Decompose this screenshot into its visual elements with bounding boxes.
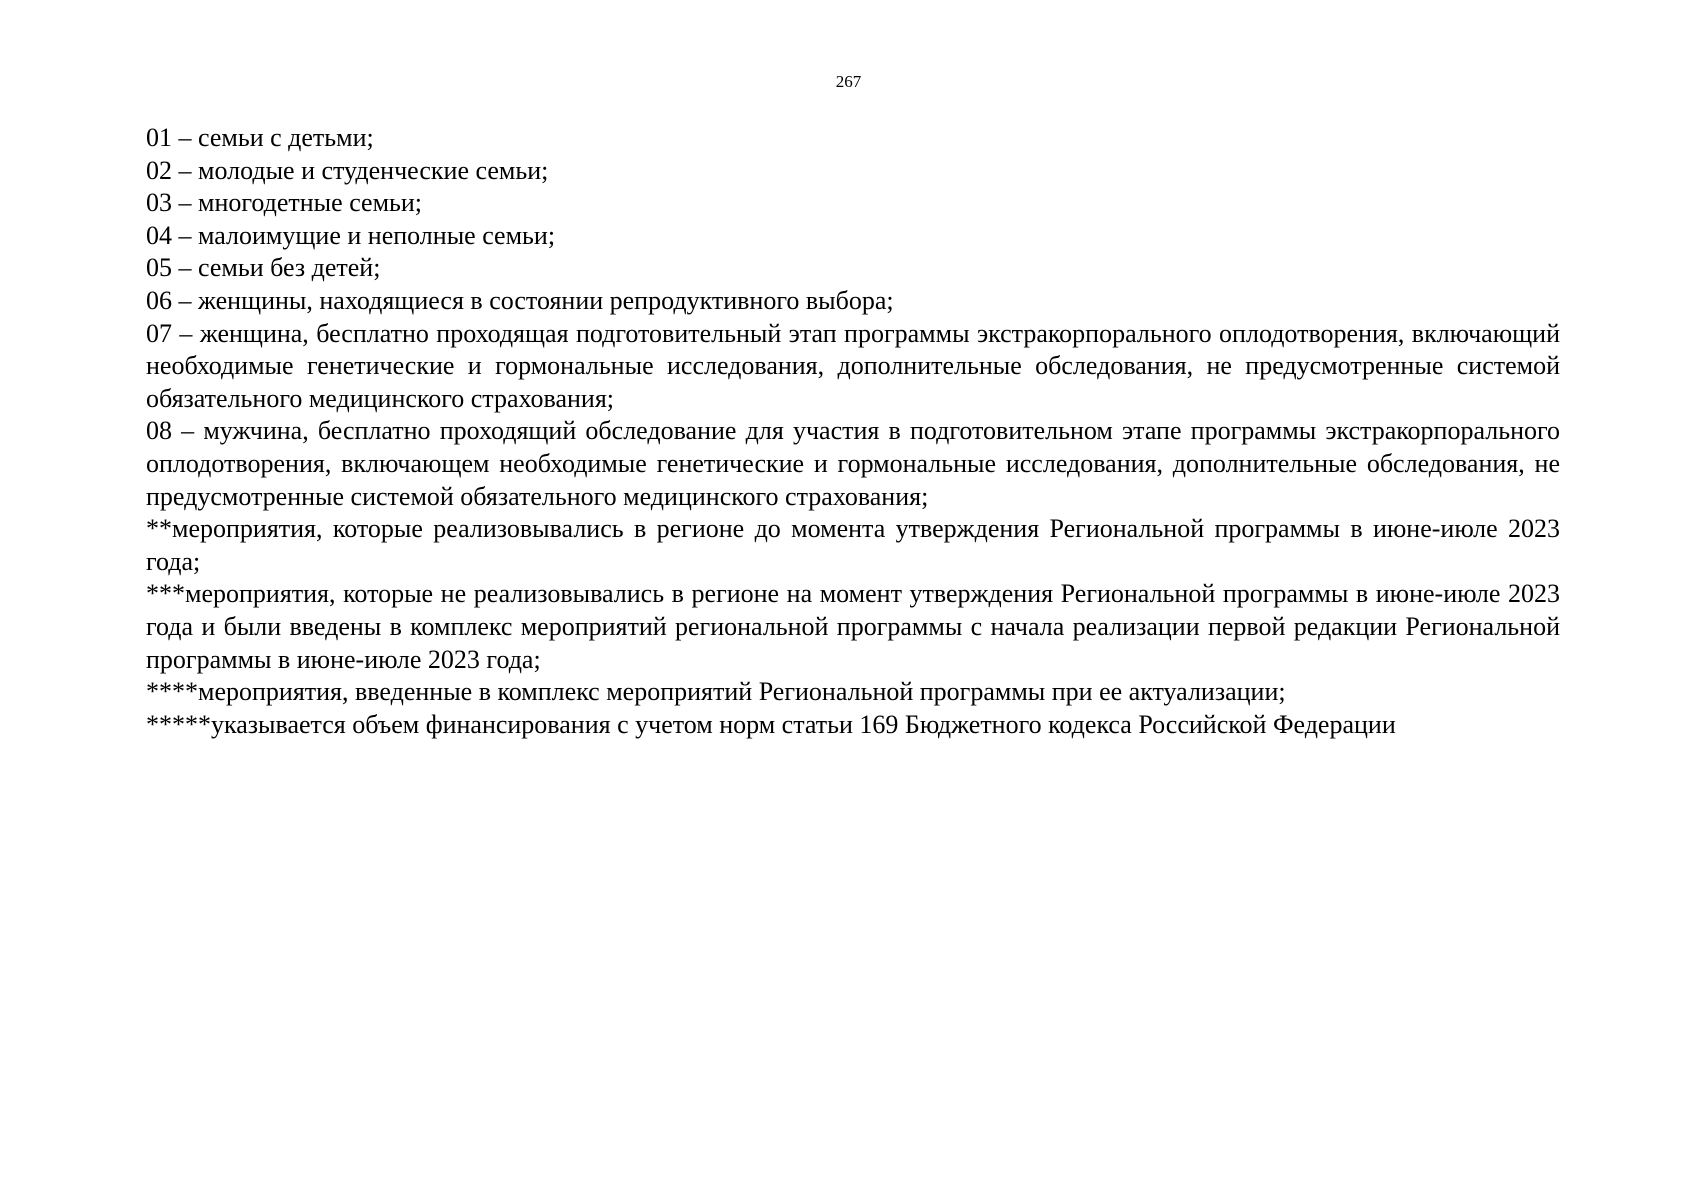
footnote-08: 08 – мужчина, бесплатно проходящий обследование для участия в подготовительном этапе программы экстракорпорального оплодотворения, включающем необходимые генетические и гормональные исследования, дополнительные обследования, не предусмотренные системой обязательного медицинского страхования; <box>146 416 1560 511</box>
footnote-06: 06 – женщины, находящиеся в состоянии репродуктивного выбора; <box>146 285 894 315</box>
page-number: 267 <box>835 72 862 91</box>
footnote-07: 07 – женщина, бесплатно проходящая подготовительный этап программы экстракорпорального оплодотворения, включающий необходимые генетические и гормональные исследования, дополнительные обследования, не предусмотренные системой обязательного медицинского страхования; <box>146 318 1560 413</box>
footnote-triple-asterisk: ***мероприятия, которые не реализовывались в регионе на момент утверждения Региональной программы в июне-июле 2023 года и были введены в комплекс мероприятий региональной программы с начала реализации первой редакции Региональной программы в июне-июле 2023 года; <box>146 579 1560 674</box>
footnote-01: 01 – семьи с детьми; <box>146 123 374 152</box>
footnote-quintuple-asterisk: *****указывается объем финансирования с учетом норм статьи 169 Бюджетного кодекса Российской Федерации <box>146 709 1396 739</box>
footnote-02: 02 – молодые и студенческие семьи; <box>146 155 549 185</box>
footnote-03: 03 – многодетные семьи; <box>146 188 423 218</box>
footnote-04: 04 – малоимущие и неполные семьи; <box>146 220 556 250</box>
footnote-quadruple-asterisk: ****мероприятия, введенные в комплекс мероприятий Региональной программы при ее актуализации; <box>146 677 1286 707</box>
footnote-05: 05 – семьи без детей; <box>146 253 381 283</box>
footnotes-list <box>146 122 1560 741</box>
footnote-double-asterisk: **мероприятия, которые реализовывались в регионе до момента утверждения Региональной программы в июне-июле 2023 года; <box>146 514 1560 576</box>
